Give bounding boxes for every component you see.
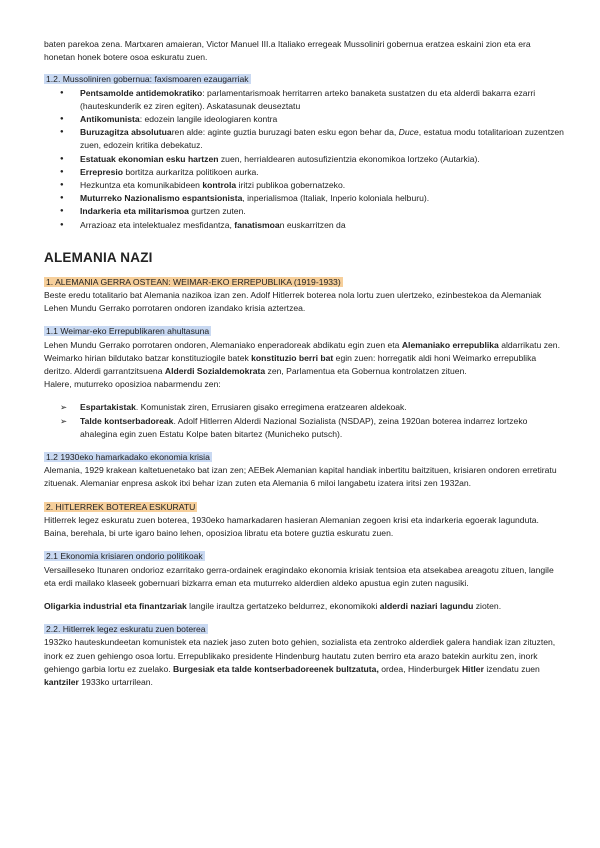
faxismo-feature-item (60, 153, 564, 166)
section-2-heading (44, 501, 564, 514)
s11-text-0: Lehen Mundu Gerrako porrotaren ondoren, Alemaniako enperadoreak abdikatu egin zuen eta (44, 339, 402, 350)
faxismo-feature-item-italic: Duce (398, 127, 419, 138)
faxismo-feature-item-text: : edozein langile ideologiaren kontra (139, 114, 278, 125)
s22-text-2: ordea, Hinderburgek (378, 663, 462, 674)
faxismo-features-list (44, 87, 564, 232)
faxismo-feature-item-text: ren alde: aginte guztia buruzagi baten esku egon behar da, (171, 127, 399, 138)
faxismo-feature-item-bold: Buruzagitza absolutua (80, 127, 172, 138)
section-1-heading (44, 276, 564, 289)
opposition-item (60, 415, 564, 441)
section-1-1-halere: Halere, muturreko oposizioa nabarmendu zen: (44, 379, 221, 390)
faxismo-feature-item-prefix: Hezkuntza eta komunikabideen (80, 180, 203, 191)
opposition-item-text: . Komunistak ziren, Errusiaren gisako erregimena eratzearen aldekoak. (135, 402, 407, 413)
faxismo-feature-item-bold: Pentsamolde antidemokratiko (80, 87, 203, 98)
faxismo-feature-item-bold: Estatuak ekonomian esku hartzen (80, 153, 219, 164)
section-2-paragraph: Hitlerrek legez eskuratu zuen boterea, 1930eko hamarkadaren hasieran Alemanian zegoen krisi eta indarkeria egoerak lagunduta. Baina, berehala, bi urte igaro baino lehen, oposizioa libratu eta botere guztia eskuratu zuen. (44, 514, 539, 539)
s22-bold-3: Hitler (461, 663, 484, 674)
section-1-title: 1. ALEMANIA GERRA OSTEAN: WEIMAR-EKO ERREPUBLIKA (1919-1933) (46, 276, 341, 287)
s22-text-6: 1933ko urtarrilean. (78, 676, 153, 687)
section-1-2-title: 1.2. Mussoliniren gobernua: faxismoaren ezaugarriak (46, 74, 249, 85)
faxismo-feature-item-bold: Indarkeria eta militarismoa (80, 206, 189, 217)
opposition-item-bold: Talde kontserbadoreak (80, 415, 174, 426)
faxismo-feature-item-text: gurtzen zuten. (188, 206, 246, 217)
faxismo-feature-item (60, 219, 564, 232)
s11-text-2: aldarrikatu zen. Weimarko hirian bildutako batzar konstituziogile batek (44, 339, 560, 363)
section-1-1-title: 1.1 Weimar-eko Errepublikaren ahultasuna (46, 326, 210, 337)
faxismo-feature-item (60, 166, 564, 179)
section-1-paragraph: Beste eredu totalitario bat Alemania nazikoa izan zen. Adolf Hitlerrek boterea nola lortu zuen ulertzeko, ezinbestekoa da Alemaniak Lehen Mundu Gerrako porrotaren ondoren izandako krisia aztertzea. (44, 290, 542, 314)
s21-text-1: langile iraultza gertatzeko beldurrez, ekonomikoki (186, 600, 380, 611)
faxismo-feature-item-bold: fanatismoa (234, 219, 280, 230)
section-1-2b-title: 1.2 1930eko hamarkadako ekonomia krisia (46, 452, 210, 463)
section-1-2b-paragraph: Alemania, 1929 krakean kaltetuenetako bat izan zen; AEBek Alemanian kapital handiak inbertitu baitzituen, krisiaren ondoren erretiratu zituenak. Alemaniar enpresa askok itxi behar izan zuten eta Alemania 6 miloi langabetu izatera iritsi zen 1932an. (44, 465, 557, 489)
document-page (44, 38, 564, 689)
faxismo-feature-item-bold: Antikomunista (80, 114, 140, 125)
faxismo-feature-item-bold: kontrola (202, 180, 237, 191)
faxismo-feature-item-bold: Muturreko Nazionalismo espantsionista (80, 193, 243, 204)
s11-bold-5: Alderdi Sozialdemokrata (164, 366, 266, 377)
opposition-list (44, 401, 564, 441)
faxismo-feature-item (60, 113, 564, 126)
section-2-2-heading (44, 623, 564, 636)
s21-bold-0: Oligarkia industrial eta finantzariak (44, 600, 187, 611)
section-2-1-paragraph-2 (44, 600, 564, 613)
section-2-1-heading (44, 550, 564, 563)
s22-bold-1: Burgesiak eta talde kontserbadoreenek bultzatuta, (173, 663, 379, 674)
opposition-item (60, 401, 564, 414)
section-1-2-heading (44, 73, 564, 86)
faxismo-feature-item (60, 205, 564, 218)
faxismo-feature-item-text-2: , estatua modu totalitarioan zuzentzen zuen, edozein kritika debekatuz. (80, 127, 564, 151)
s21-text-3: zioten. (473, 600, 502, 611)
s22-text-4: izendatu zuen (483, 663, 540, 674)
faxismo-feature-item-text: iritzi publikoa gobernatzeko. (236, 180, 346, 191)
s11-bold-1: Alemaniako errepublika (401, 339, 499, 350)
opposition-item-text: . Adolf Hitlerren Alderdi Nazional Sozialista (NSDAP), zeina 1920an boterea indarrez lortzeko ahalegina egin zuen Estatu Kolpe baten bitartez (Municheko putsch). (80, 415, 528, 439)
section-1-1-heading (44, 325, 564, 338)
s11-bold-3: konstituzio berri bat (251, 352, 334, 363)
section-2-1-title: 2.1 Ekonomia krisiaren ondorio politikoak (46, 551, 203, 562)
faxismo-feature-item-text: , inperialismoa (Italiak, Inperio koloniala helburu). (242, 193, 430, 204)
section-2-2-paragraph (44, 636, 564, 689)
faxismo-feature-item-text: : parlamentarismoak herritarren arteko banaketa sustatzen du eta alderdi bakarra ezarri (hauteskunderik ez ziren egiten). Askatasunak deuseztatu (80, 87, 536, 111)
faxismo-feature-item (60, 192, 564, 205)
faxismo-feature-item (60, 126, 564, 152)
faxismo-feature-item (60, 179, 564, 192)
opposition-item-bold: Espartakistak (80, 402, 136, 413)
section-1-2b-heading (44, 451, 564, 464)
faxismo-feature-item-bold: Errepresio (80, 166, 123, 177)
faxismo-feature-item-prefix: Arrazioaz eta intelektualez mesfidantza, (80, 219, 235, 230)
s11-text-6: zen, Parlamentua eta Gobernua kontrolatzen zituen. (265, 366, 467, 377)
section-1-1-paragraph (44, 339, 564, 379)
alemania-nazi-heading: ALEMANIA NAZI (44, 249, 153, 265)
s22-bold-5: kantziler (44, 676, 79, 687)
intro-paragraph: baten parekoa zena. Martxaren amaieran, Victor Manuel III.a Italiako erregeak Mussoliniri gobernua eratzea eskaini zion eta era honetan honek botere osoa eskuratu zuen. (44, 39, 531, 63)
s21-bold-2: alderdi naziari lagundu (379, 600, 474, 611)
section-2-2-title: 2.2. Hitlerrek legez eskuratu zuen boterea (46, 624, 206, 635)
section-2-1-paragraph: Versailleseko Itunaren ondorioz ezarritako gerra-ordainek eragindako ekonomia krisiak tentsioa eta atsekabea areagotu zituen, langile eta erdi mailako klaseek gobernuari bizkarra eman eta muturreko alderdien aldeko apustua egin zuten nagusiki. (44, 564, 554, 588)
faxismo-feature-item-text: bortitza aurkaritza politikoen aurka. (123, 166, 259, 177)
section-2-title: 2. HITLERREK BOTEREA ESKURATU (46, 501, 196, 512)
faxismo-feature-item (60, 87, 564, 113)
s11-text-4: egin zuen: horregatik aldi honi Weimarko errepublika deritzo. Alderdi garrantzitsuena (44, 352, 537, 377)
s22-text-0: 1932ko hauteskundeetan komunistek eta naziek jaso zuten boto gehien, sozialista eta zentroko alderdiek galera handiak izan zituzten, inork ez zuen gehiengo osoa lortu. Errepublikako presidente Hindenburg hautatu zuten berriro eta arazo batekin aurkitu zen, inork gehiengo garbia lortu ez zuelako. (44, 637, 556, 674)
faxismo-feature-item-text: n euskarritzen da (279, 219, 346, 230)
faxismo-feature-item-text: zuen, herrialdearen autosufizientzia ekonomikoa lortzeko (Autarkia). (218, 153, 480, 164)
